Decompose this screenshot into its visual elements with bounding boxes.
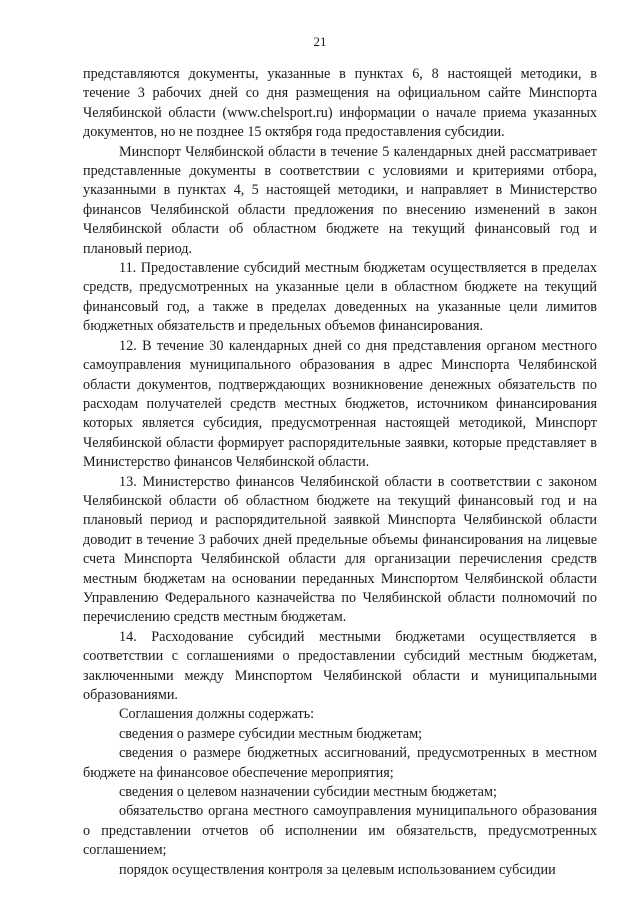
paragraph-review: Минспорт Челябинской области в течение 5 календарных дней рассматривает представленные документы в соответствии с условиями и критериями отбора, указанными в пунктах 4, 5 настоящей методики, и направляет в Министерство финансов Челябинской области предложения по внесению изменений в закон Челябинской области об областном бюджете на текущий финансовый год и плановый период. — [83, 143, 597, 257]
paragraph-item-12: 12. В течение 30 календарных дней со дня представления органом местного самоуправления муниципального образования в адрес Минспорта Челябинской области документов, подтверждающих возникновение денежных обязательств по расходам получателей средств местных бюджетов, источником финансирования которых является субсидия, предусмотренная настоящей методикой, Минспорт Челябинской области формирует распорядительные заявки, которые представляет в Министерство финансов Челябинской области. — [83, 337, 597, 471]
paragraph-item-13: 13. Министерство финансов Челябинской области в соответствии с законом Челябинской области об областном бюджете на текущий финансовый год и на плановый период и распорядительной заявкой Минспорта Челябинской области доводит в течение 3 рабочих дней предельные объемы финансирования на лицевые счета Минспорта Челябинской области для организации перечисления средств местным бюджетам на основании переданных Минспортом Челябинской области Управлению Федерального казначейства по Челябинской области полномочий по перечислению средств местным бюджетам. — [83, 473, 597, 626]
document-body — [83, 65, 597, 880]
paragraph-item-11: 11. Предоставление субсидий местным бюджетам осуществляется в пределах средств, предусмотренных на указанные цели в областном бюджете на текущий финансовый год, а также в пределах доведенных на указанные цели лимитов бюджетных обязательств и предельных объемов финансирования. — [83, 260, 597, 335]
paragraph-item-14: 14. Расходование субсидий местными бюджетами осуществляется в соответствии с соглашениями о предоставлении субсидий местным бюджетам, заключенными между Минспортом Челябинской области и муниципальными образованиями. — [83, 628, 597, 703]
list-item-reporting-obligation: обязательство органа местного самоуправления муниципального образования о представлении отчетов об исполнении им обязательств, предусмотренных соглашением; — [83, 803, 597, 859]
paragraph-agreements-intro: Соглашения должны содержать: — [119, 706, 315, 723]
list-item-control-procedure: порядок осуществления контроля за целевым использованием субсидии — [119, 861, 556, 878]
paragraph-continuation: представляются документы, указанные в пунктах 6, 8 настоящей методики, в течение 3 рабочих дней со дня размещения на официальном сайте Минспорта Челябинской области (www.chelsport.ru) информации о начале приема указанных документов, но не позднее 15 октября года предоставления субсидии. — [83, 66, 597, 141]
list-item-purpose: сведения о целевом назначении субсидии местным бюджетам; — [119, 784, 497, 801]
list-item-budget-allocations: сведения о размере бюджетных ассигнований, предусмотренных в местном бюджете на финансовое обеспечение мероприятия; — [83, 745, 597, 781]
page-number: 21 — [313, 34, 327, 49]
list-item-subsidy-amount: сведения о размере субсидии местным бюджетам; — [119, 725, 423, 742]
